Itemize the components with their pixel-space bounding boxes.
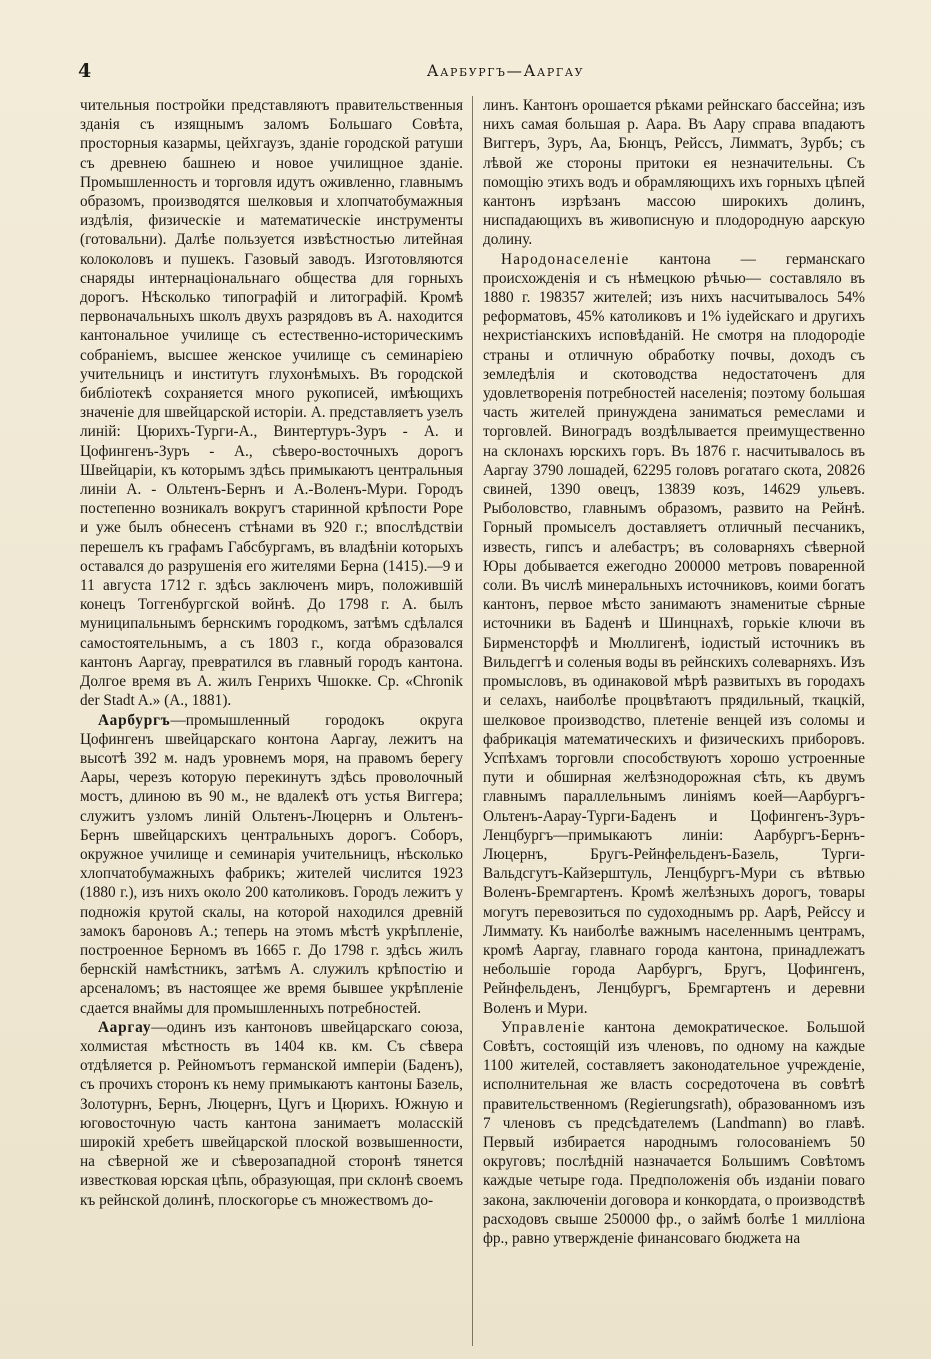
aargau-rivers-paragraph: линъ. Кантонъ орошается рѣками рейнскаго бассейна; изъ нихъ самая большая р. Аара. Въ Аару справа впадаютъ Виггеръ, Зуръ, Аа, Бюнцъ, Рейссъ, Лимматъ, Зурбъ; съ лѣвой же стороны притоки ея незначительны. Съ помощію этихъ водъ и обрамляющихъ ихъ горныхъ цѣпей кантонъ изрѣзанъ массою широкихъ долинъ, ниспадающихъ въ живописную и плодородную аарскую долину.: [483, 97, 865, 249]
aarau-entry-continuation: чительныя постройки представляютъ правительственныя зданія съ изящнымъ заломъ Большаго Совѣта, просторныя казармы, цейхгаузъ, зданіе городской ратуши съ древнею башнею и новое училищное зданіе. Промышленность и торговля идутъ оживленно, главнымъ образомъ, производятся шелковыя и хлопчатобумажныя издѣлія, физическіе и математическіе инструменты (готовальни). Далѣе пользуется извѣстностью литейная колоколовъ и пушекъ. Газовый заводъ. Изготовляются снаряды интернаціональнаго общества для горныхъ дорогъ. Нѣсколько типографій и литографій. Кромѣ первоначальныхъ школъ двухъ разрядовъ въ А. находится кантональное училище съ естественно-историческимъ собраніемъ, высшее женское училище съ семинаріею учительницъ и институтъ глухонѣмыхъ. Въ городской библіотекѣ сохраняется много рукописей, имѣющихъ значеніе для швейцарской исторіи. А. представляетъ узелъ линій: Цюрихъ-Турги-А., Винтертуръ-Зуръ - А. и Цофингенъ-Зуръ - А., сѣверо-восточныхъ дорогъ Швейцаріи, къ которымъ здѣсь примыкаютъ центральныя линіи А. - Ольтенъ-Бернъ и А.-Воленъ-Мури. Городъ постепенно возникалъ вокругъ старинной крѣпости Роре и уже былъ обнесенъ стѣнами въ 920 г.; впослѣдствіи перешелъ къ графамъ Габсбургамъ, въ владѣніи которыхъ оставался до разрушенія его жителями Берна (1415).—9 и 11 августа 1712 г. здѣсь заключенъ миръ, положившій конецъ Тоггенбургской войнѣ. До 1798 г. А. былъ муниципальнымъ бернскимъ городкомъ, затѣмъ сдѣлался самостоятельнымъ, а съ 1803 г., когда образовался кантонъ Ааргау, превратился въ главный городъ кантона. Долгое время въ А. жилъ Генрихъ Чшокке. Ср. «Chronik der Stadt A.» (A., 1881).: [80, 97, 463, 710]
right-column: [483, 96, 865, 1346]
left-column: [80, 96, 463, 1346]
aargau-entry: [80, 1018, 463, 1210]
aarburg-entry: [80, 711, 463, 1018]
running-title: Аарбургъ—Ааргау: [426, 62, 585, 80]
government-subhead: Управленіе: [501, 1018, 586, 1036]
population-paragraph: [483, 250, 865, 1018]
column-divider: [472, 96, 473, 1346]
page-number: 4: [78, 60, 92, 82]
aarburg-text: —промышленный городокъ округа Цофингенъ швейцарскаго контона Ааргау, лежитъ на высотѣ 392 м. надъ уровнемъ моря, на правомъ берегу Аары, черезъ которую перекинутъ здѣсь проволочный мостъ, длиною въ 90 м., не вдалекѣ отъ устья Виггера; служитъ узломъ линій Ольтенъ-Люцернъ и Ольтенъ-Бернъ швейцарскихъ центральныхъ дорогъ. Соборъ, окружное училище и семинарія учительницъ, нѣсколько хлопчатобумажныхъ фабрикъ; жителей числится 1923 (1880 г.), изъ нихъ около 200 католиковъ. Городъ лежитъ у подножія крутой скалы, на которой находился древній замокъ бароновъ А.; теперь на этомъ мѣстѣ укрѣпленіе, построенное Бернoмъ въ 1665 г. До 1798 г. здѣсь жилъ бернскій намѣстникъ, затѣмъ А. служилъ крѣпостію и арсеналомъ; въ настоящее же время бывшее укрѣпленіе сдается внаймы для промышленныхъ потребностей.: [80, 711, 463, 1017]
government-paragraph: [483, 1018, 865, 1248]
aargau-headword: Ааргау: [98, 1018, 152, 1036]
government-text: кантона демократическое. Большой Совѣтъ, состоящій изъ членовъ, по одному на каждые 1100 жителей, составляетъ законодательное учрежденіе, исполнительная же власть сосредоточена въ совѣтѣ правительственномъ (Regierungsrath), образованномъ изъ 7 членовъ съ предсѣдателемъ (Landmann) во главѣ. Первый избирается народнымъ голосованіемъ 50 округовъ; послѣдній назначается Большимъ Совѣтомъ каждые четыре года. Предположенія объ изданіи поваго закона, заключеніи договора и конкордата, о производствѣ расходовъ свыше 250000 фр., о займѣ болѣе 1 милліона фр., равно утвержденіе финансоваго бюджета на: [483, 1018, 865, 1247]
aargau-text: —одинъ изъ кантоновъ швейцарскаго союза, холмистая мѣстность въ 1404 кв. км. Съ сѣвера отдѣляется р. Рейномъотъ германской имперіи (Баденъ), съ прочихъ сторонъ къ нему примыкаютъ кантоны Базель, Золотурнъ, Бернъ, Люцернъ, Цугъ и Цюрихъ. Южную и юговосточную часть кантона занимаетъ моласскій широкій хребетъ швейцарской плоской возвышенности, на сѣверной же и сѣверозападной сторонѣ тянется известковая юрская цѣпь, образующая, при склонѣ своемъ къ рейнской долинѣ, плоскогорье съ множествомъ до-: [80, 1018, 463, 1209]
aarburg-headword: Аарбургъ: [98, 711, 171, 729]
population-text: кантона — германскаго происхожденія и съ нѣмецкою рѣчью— составляло въ 1880 г. 198357 жителей; изъ нихъ насчитывалось 54% реформатовъ, 45% католиковъ и 1% іудейскаго и другихъ нехристіанскихъ исповѣданій. Не смотря на плодородіе страны и отличную обработку почвы, доходъ съ земледѣлія и скотоводства недостаточенъ для удовлетворенія потребностей населенія; поэтому большая часть жителей принуждена заниматься ремеслами и торговлей. Виноградъ воздѣлывается преимущественно на склонахъ юрскихъ горъ. Въ 1876 г. насчитывалось въ Ааргау 3790 лошадей, 62295 головъ рогатаго скота, 20826 свиней, 1390 овецъ, 13839 козъ, 14629 ульевъ. Рыболовство, главнымъ образомъ, развито на Рейнѣ. Горный промыселъ доставляетъ отличный песчаникъ, известь, гипсъ и алебастръ; въ соловарняхъ сѣверной Юры добывается ежегодно 200000 метровъ поваренной соли. Въ числѣ минеральныхъ источниковъ, коими богатъ кантонъ, первое мѣсто занимаютъ знаменитые сѣрные источники въ Баденѣ и Шинцнахѣ, горькіе ключи въ Бирменсторфѣ и Мюллигенѣ, іодистый источникъ въ Вильдеггѣ и соленыя воды въ рейнскихъ солеварняхъ. Изъ промысловъ, въ одинаковой мѣрѣ развитыхъ въ городахъ и селахъ, наиболѣе процвѣтаютъ прядильный, ткацкій, шелковое производство, плетеніе венцей изъ соломы и фабрикація математическихъ и физическихъ приборовъ. Успѣхамъ торговли способствуютъ хорошо устроенные пути и обширная желѣзнодорожная сѣть, къ двумъ главнымъ параллельнымъ линіямъ коей—Аарбургъ-Ольтенъ-Аарау-Турги-Баденъ и Цофингенъ-Зуръ-Ленцбургъ—примыкаютъ линіи: Аарбургъ-Бернъ-Люцернъ, Бругъ-Рейнфельденъ-Базель, Турги-Вальдсгутъ-Кайзерштуль, Ленцбургъ-Мури съ вѣтвью Воленъ-Бремгартенъ. Кромѣ желѣзныхъ дорогъ, товары могутъ перевозиться по судоходнымъ рр. Аарѣ, Рейссу и Лиммату. Къ наиболѣе важнымъ населеннымъ центрамъ, кромѣ Ааргау, главнаго города кантона, принадлежатъ небольшіе города Аарбургъ, Бругъ, Цофингенъ, Рейнфельденъ, Ленцбургъ, Бремгартенъ и деревни Воленъ и Мури.: [483, 250, 865, 1017]
population-subhead: Народонаселеніе: [501, 250, 630, 268]
